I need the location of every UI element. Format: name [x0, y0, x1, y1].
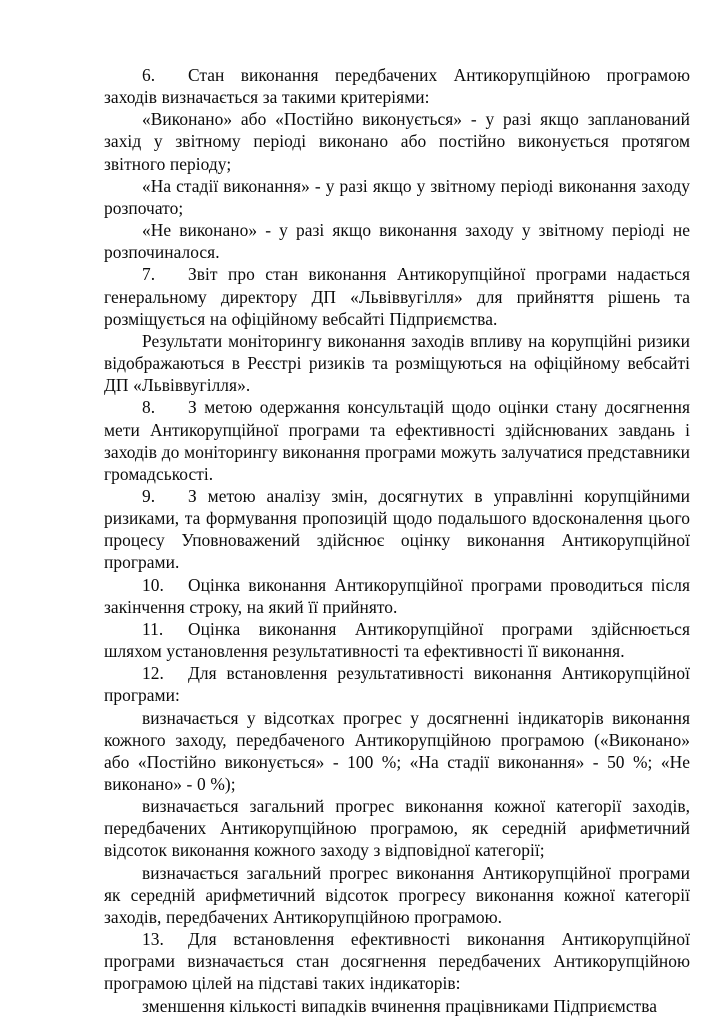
paragraph-number: 12. [142, 663, 164, 684]
paragraph-number: 13. [142, 929, 164, 950]
paragraph-number: 10. [142, 574, 164, 595]
paragraph-number: 9. [142, 485, 156, 506]
paragraph-item-13-indicator-1: зменшення кількості випадків вчинення працівниками Підприємства [142, 995, 658, 1016]
paragraph-item-6 [104, 64, 690, 108]
paragraph-number: 8. [142, 397, 156, 418]
paragraph-item-9 [104, 485, 690, 574]
paragraph-text: Оцінка виконання Антикорупційної програми проводиться після закінчення строку, на який її прийнято. [104, 574, 690, 617]
paragraph-item-12 [104, 662, 690, 706]
paragraph-text: З метою одержання консультацій щодо оцінки стану досягнення мети Антикорупційної програми та ефективності здійснюваних завдань і заходів до моніторингу виконання програми можуть залучатися представники громадськості. [104, 397, 690, 484]
paragraph-item-11 [104, 618, 690, 662]
paragraph-item-7 [104, 263, 690, 329]
document-text-body [104, 64, 690, 1017]
paragraph-item-12-bullet-3: визначається загальний прогрес виконання Антикорупційної програми як середній арифметичний відсоток прогресу виконання кожної категорії заходів, передбачених Антикорупційною програмою. [104, 862, 690, 927]
paragraph-text: З метою аналізу змін, досягнутих в управлінні корупційними ризиками, та формування пропозицій щодо подальшого вдосконалення цього процесу Уповноважений здійснює оцінку виконання Антикорупційної програми. [104, 485, 690, 573]
paragraph-criterion-na-stadii: «На стадії виконання» - у разі якщо у звітному періоді виконання заходу розпочато; [104, 175, 690, 218]
paragraph-criterion-vykonano: «Виконано» або «Постійно виконується» - у разі якщо запланований захід у звітному періоді виконано або постійно виконується протягом звітного періоду; [104, 109, 690, 174]
paragraph-criterion-ne-vykonano: «Не виконано» - у разі якщо виконання заходу у звітному періоді не розпочиналося. [104, 220, 690, 263]
paragraph-text: Для встановлення ефективності виконання Антикорупційної програми визначається стан досягнення передбачених Антикорупційною програмою цілей на підставі таких індикаторів: [104, 929, 690, 994]
paragraph-text: Звіт про стан виконання Антикорупційної програми надається генеральному директору ДП «Львіввугілля» для прийняття рішень та розміщується на офіційному вебсайті Підприємства. [104, 264, 690, 329]
paragraph-item-8 [104, 396, 690, 485]
paragraph-item-10 [104, 574, 690, 618]
paragraph-text: Оцінка виконання Антикорупційної програми здійснюється шляхом установлення результативності та ефективності її виконання. [104, 618, 690, 662]
paragraph-text: Для встановлення результативності виконання Антикорупційної програми: [104, 663, 690, 706]
paragraph-number: 11. [142, 618, 164, 639]
paragraph-item-12-bullet-1: визначається у відсотках прогрес у досягненні індикаторів виконання кожного заходу, передбаченого Антикорупційною програмою («Виконано» або «Постійно виконується» - 100 %; «На стадії виконання» - 50 %; «Не виконано» - 0 %); [104, 707, 690, 794]
paragraph-text: Стан виконання передбачених Антикорупційною програмою заходів визначається за такими критеріями: [104, 65, 690, 108]
paragraph-item-13 [104, 928, 690, 994]
paragraph-number: 7. [142, 264, 156, 285]
paragraph-monitoring-results: Результати моніторингу виконання заходів впливу на корупційні ризики відображаються в Реєстрі ризиків та розміщуються на офіційному вебсайті ДП «Львіввугілля». [104, 330, 690, 396]
paragraph-number: 6. [142, 65, 156, 85]
paragraph-item-12-bullet-2: визначається загальний прогрес виконання кожної категорії заходів, передбачених Антикорупційною програмою, як середній арифметичний відсоток виконання кожного заходу з відповідної категорії; [104, 796, 690, 861]
